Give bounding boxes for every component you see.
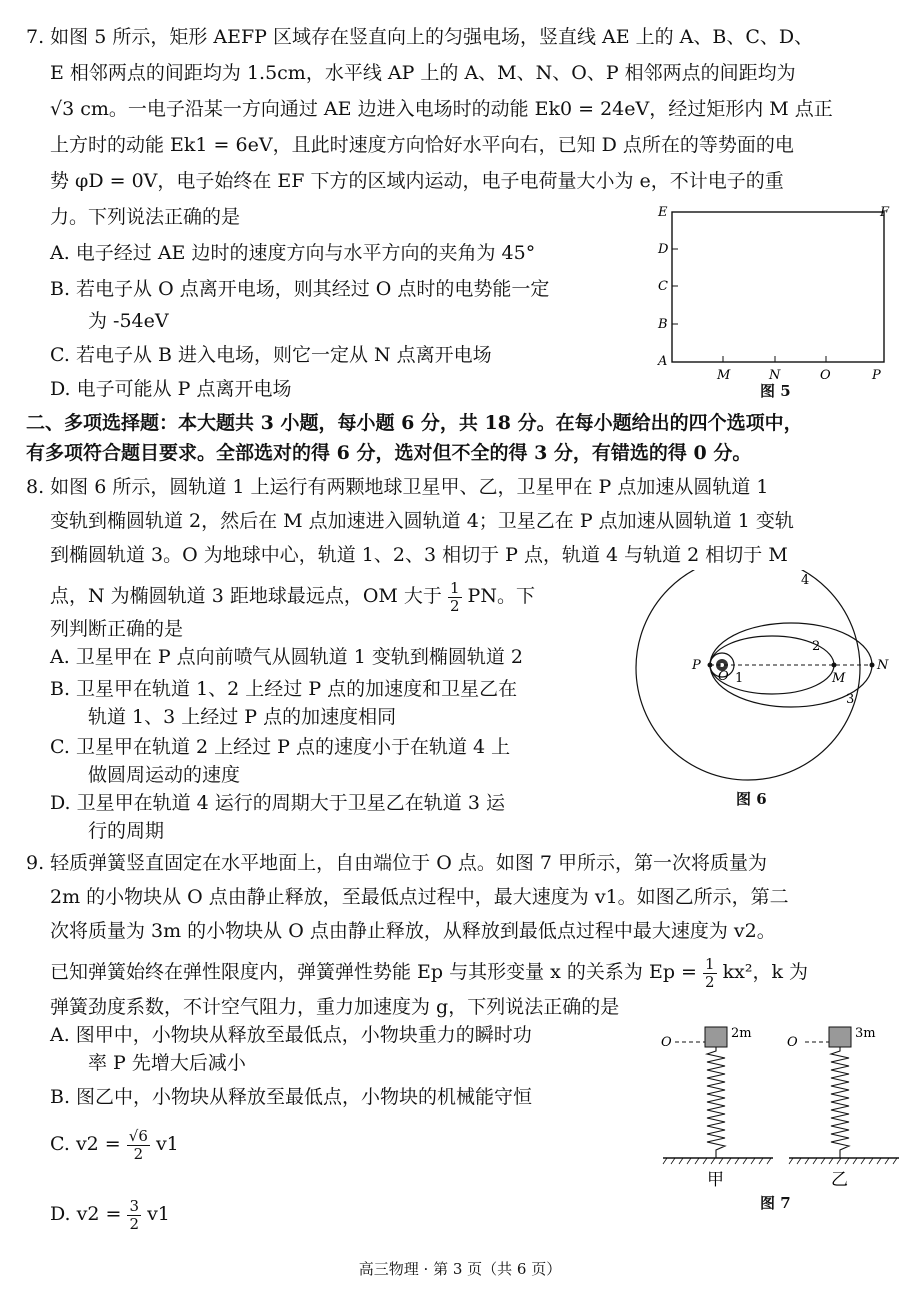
q7-line-2: E 相邻两点的间距均为 1.5cm，水平线 AP 上的 A、M、N、O、P 相邻两点的间距均为 bbox=[50, 62, 796, 84]
q9-line-4-text: 已知弹簧始终在弹性限度内，弹簧弹性势能 Ep 与其形变量 x 的关系为 Ep = bbox=[50, 961, 697, 983]
label-orbit-3: 3 bbox=[846, 692, 855, 707]
figure-6-caption: 图 6 bbox=[736, 790, 767, 808]
figure-5-caption: 图 5 bbox=[760, 382, 791, 400]
q8-option-c-cont: 做圆周运动的速度 bbox=[88, 764, 241, 786]
q8-line-4-text: 点，N 为椭圆轨道 3 距地球最远点，OM 大于 bbox=[50, 585, 442, 607]
figure-7-caption: 图 7 bbox=[760, 1194, 791, 1212]
rectangle-aefp bbox=[672, 212, 884, 362]
q8-option-d: D. 卫星甲在轨道 4 运行的周期大于卫星乙在轨道 3 运 bbox=[50, 792, 505, 814]
label-a: A bbox=[658, 354, 668, 369]
q8-fraction-half bbox=[448, 580, 462, 614]
block-3m bbox=[829, 1027, 851, 1047]
q8-frac-top: 1 bbox=[449, 579, 460, 597]
spring-left bbox=[707, 1047, 725, 1158]
q9-option-c-top: √6 bbox=[128, 1127, 148, 1145]
label-jia: 甲 bbox=[707, 1170, 724, 1190]
label-o-right: O bbox=[787, 1035, 798, 1050]
q9-option-b: B. 图乙中，小物块从释放至最低点，小物块的机械能守恒 bbox=[50, 1086, 533, 1108]
point-m bbox=[832, 663, 837, 668]
q8-option-b: B. 卫星甲在轨道 1、2 上经过 P 点的加速度和卫星乙在 bbox=[50, 678, 518, 700]
q7-option-a: A. 电子经过 AE 边时的速度方向与水平方向的夹角为 45° bbox=[50, 242, 536, 264]
q9-option-d-prefix: D. v2 = bbox=[50, 1203, 122, 1225]
q9-option-c-suffix: v1 bbox=[155, 1133, 179, 1155]
q8-line-3: 到椭圆轨道 3。O 为地球中心，轨道 1、2、3 相切于 P 点，轨道 4 与轨道 2 相切于 M bbox=[50, 544, 788, 566]
q7-line-6: 力。下列说法正确的是 bbox=[50, 206, 241, 228]
q9-option-c-bot: 2 bbox=[133, 1144, 144, 1163]
label-p: P bbox=[872, 368, 881, 383]
label-m: M bbox=[832, 671, 846, 686]
label-o: O bbox=[820, 368, 831, 383]
label-f: F bbox=[880, 205, 890, 220]
section-2-header-line-2: 有多项符合题目要求。全部选对的得 6 分，选对但不全的得 3 分，有错选的得 0 分。 bbox=[26, 442, 752, 464]
figure-7-diagram bbox=[655, 1015, 905, 1195]
label-n: N bbox=[877, 658, 889, 673]
q9-option-d-top: 3 bbox=[129, 1197, 140, 1215]
q9-option-d-bot: 2 bbox=[129, 1214, 140, 1233]
section-2-header-line-1: 二、多项选择题：本大题共 3 小题，每小题 6 分，共 18 分。在每小题给出的四个选项中， bbox=[26, 412, 803, 434]
q9-option-c-fraction bbox=[127, 1128, 150, 1162]
point-p bbox=[708, 663, 713, 668]
q7-option-b: B. 若电子从 O 点离开电场，则其经过 O 点时的电势能一定 bbox=[50, 278, 550, 300]
label-orbit-4: 4 bbox=[801, 573, 810, 588]
q8-line-1: 8. 如图 6 所示，圆轨道 1 上运行有两颗地球卫星甲、乙，卫星甲在 P 点加速从圆轨道 1 bbox=[26, 476, 769, 498]
ground-hatch-right bbox=[789, 1158, 897, 1164]
q8-option-b-cont: 轨道 1、3 上经过 P 点的加速度相同 bbox=[88, 706, 397, 728]
label-o: O bbox=[718, 669, 729, 684]
ground-hatch-left bbox=[663, 1158, 771, 1164]
q7-line-4: 上方时的动能 Ek1 = 6eV，且此时速度方向恰好水平向右，已知 D 点所在的等势面的电 bbox=[50, 134, 794, 156]
label-e: E bbox=[658, 205, 668, 220]
q8-frac-bot: 2 bbox=[449, 596, 460, 615]
q9-option-c bbox=[50, 1128, 179, 1162]
q8-line-4-tail: PN。下 bbox=[467, 585, 535, 607]
label-p: P bbox=[692, 658, 701, 673]
q7-option-d: D. 电子可能从 P 点离开电场 bbox=[50, 378, 292, 400]
q7-line-1: 7. 如图 5 所示，矩形 AEFP 区域存在竖直向上的匀强电场，竖直线 AE 上的 A、B、C、D、 bbox=[26, 26, 814, 48]
point-n bbox=[870, 663, 875, 668]
q8-option-c: C. 卫星甲在轨道 2 上经过 P 点的速度小于在轨道 4 上 bbox=[50, 736, 511, 758]
label-n: N bbox=[769, 368, 781, 383]
spring-right bbox=[831, 1047, 849, 1158]
page-footer: 高三物理 · 第 3 页（共 6 页） bbox=[358, 1260, 562, 1278]
label-o-left: O bbox=[661, 1035, 672, 1050]
q9-fraction-half bbox=[703, 956, 717, 990]
q9-line-2: 2m 的小物块从 O 点由静止释放，至最低点过程中，最大速度为 v1。如图乙所示，第二 bbox=[50, 886, 789, 908]
orbit-4 bbox=[636, 570, 860, 780]
q9-option-d bbox=[50, 1198, 170, 1232]
q9-line-3: 次将质量为 3m 的小物块从 O 点由静止释放，从释放到最低点过程中最大速度为 v2。 bbox=[50, 920, 776, 942]
label-yi: 乙 bbox=[831, 1170, 848, 1190]
q9-frac-bot: 2 bbox=[705, 972, 715, 991]
q8-line-2: 变轨到椭圆轨道 2，然后在 M 点加速进入圆轨道 4；卫星乙在 P 点加速从圆轨道 1 变轨 bbox=[50, 510, 794, 532]
q9-line-4-tail: kx²，k 为 bbox=[722, 961, 808, 983]
q7-line-5: 势 φD = 0V，电子始终在 EF 下方的区域内运动，电子电荷量大小为 e，不计电子的重 bbox=[50, 170, 784, 192]
q8-option-d-cont: 行的周期 bbox=[88, 820, 165, 842]
figure-6-diagram bbox=[600, 570, 900, 810]
q9-frac-top: 1 bbox=[705, 955, 715, 973]
q9-line-5: 弹簧劲度系数，不计空气阻力，重力加速度为 g，下列说法正确的是 bbox=[50, 996, 620, 1018]
figure-5-diagram bbox=[648, 198, 898, 398]
q9-option-c-prefix: C. v2 = bbox=[50, 1133, 121, 1155]
q9-option-d-fraction bbox=[127, 1198, 141, 1232]
label-d: D bbox=[658, 242, 669, 257]
q9-option-d-suffix: v1 bbox=[147, 1203, 170, 1225]
label-orbit-1: 1 bbox=[735, 671, 744, 686]
q7-option-c: C. 若电子从 B 进入电场，则它一定从 N 点离开电场 bbox=[50, 344, 492, 366]
block-2m bbox=[705, 1027, 727, 1047]
label-orbit-2: 2 bbox=[812, 639, 821, 654]
label-mass-2m: 2m bbox=[731, 1026, 752, 1041]
q9-option-a: A. 图甲中，小物块从释放至最低点，小物块重力的瞬时功 bbox=[50, 1024, 532, 1046]
q7-option-b-cont: 为 -54eV bbox=[88, 310, 169, 332]
q8-line-5: 列判断正确的是 bbox=[50, 618, 184, 640]
q9-line-4 bbox=[50, 956, 808, 990]
label-mass-3m: 3m bbox=[855, 1026, 876, 1041]
q9-line-1: 9. 轻质弹簧竖直固定在水平地面上，自由端位于 O 点。如图 7 甲所示，第一次将质量为 bbox=[26, 852, 767, 874]
label-c: C bbox=[658, 279, 668, 294]
q8-line-4 bbox=[50, 580, 535, 614]
q9-option-a-cont: 率 P 先增大后减小 bbox=[88, 1052, 246, 1074]
q8-option-a: A. 卫星甲在 P 点向前喷气从圆轨道 1 变轨到椭圆轨道 2 bbox=[50, 646, 523, 668]
q7-line-3: √3 cm。一电子沿某一方向通过 AE 边进入电场时的动能 Ek0 = 24eV，经过矩形内 M 点正 bbox=[50, 98, 833, 120]
label-m: M bbox=[717, 368, 731, 383]
label-b: B bbox=[658, 317, 668, 332]
